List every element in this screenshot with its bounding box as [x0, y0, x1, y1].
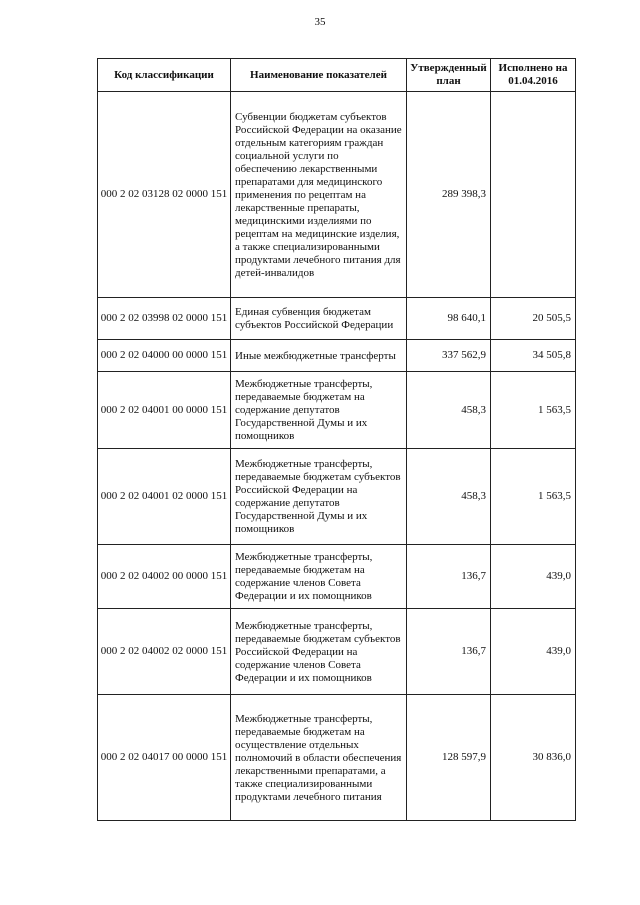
- row-code: 000 2 02 04001 02 0000 151: [98, 449, 231, 545]
- table-header-row: [98, 59, 576, 92]
- row-executed: 439,0: [491, 545, 576, 609]
- budget-table: [97, 58, 576, 821]
- row-code: 000 2 02 04001 00 0000 151: [98, 372, 231, 449]
- row-name: Межбюджетные трансферты, передаваемые бюджетам субъектов Российской Федерации на содержание депутатов Государственной Думы и их помощников: [231, 449, 407, 545]
- row-code: 000 2 02 03998 02 0000 151: [98, 298, 231, 340]
- row-plan: 458,3: [407, 372, 491, 449]
- table-row: [98, 449, 576, 545]
- row-plan: 136,7: [407, 609, 491, 695]
- row-name: Субвенции бюджетам субъектов Российской Федерации на оказание отдельным категориям граждан социальной услуги по обеспечению лекарственными препаратами для медицинского применения по рецептам на лекарственные препараты, медицинскими изделиями по рецептам на медицинские изделия, а также специализированными продуктами лечебного питания для детей-инвалидов: [231, 92, 407, 298]
- row-name: Межбюджетные трансферты, передаваемые бюджетам на содержание депутатов Государственной Думы и их помощников: [231, 372, 407, 449]
- page-number: 35: [314, 16, 326, 28]
- row-code: 000 2 02 04002 00 0000 151: [98, 545, 231, 609]
- row-code: 000 2 02 04002 02 0000 151: [98, 609, 231, 695]
- row-executed: 1 563,5: [491, 449, 576, 545]
- row-executed: [491, 92, 576, 298]
- row-plan: 289 398,3: [407, 92, 491, 298]
- table-row: [98, 92, 576, 298]
- row-name: Межбюджетные трансферты, передаваемые бюджетам на осуществление отдельных полномочий в области обеспечения лекарственными препаратами, а также специализированными продуктами лечебного питания: [231, 695, 407, 821]
- row-code: 000 2 02 04017 00 0000 151: [98, 695, 231, 821]
- header-code: Код классификации: [98, 59, 231, 92]
- row-executed: 30 836,0: [491, 695, 576, 821]
- row-name: Межбюджетные трансферты, передаваемые бюджетам субъектов Российской Федерации на содержание членов Совета Федерации и их помощников: [231, 609, 407, 695]
- row-name: Межбюджетные трансферты, передаваемые бюджетам на содержание членов Совета Федерации и их помощников: [231, 545, 407, 609]
- row-code: 000 2 02 04000 00 0000 151: [98, 340, 231, 372]
- table-row: [98, 340, 576, 372]
- row-plan: 98 640,1: [407, 298, 491, 340]
- header-plan: Утвержденный план: [407, 59, 491, 92]
- table-row: [98, 298, 576, 340]
- table-row: [98, 609, 576, 695]
- table-row: [98, 545, 576, 609]
- row-name: Единая субвенция бюджетам субъектов Российской Федерации: [231, 298, 407, 340]
- row-plan: 458,3: [407, 449, 491, 545]
- row-plan: 136,7: [407, 545, 491, 609]
- row-plan: 128 597,9: [407, 695, 491, 821]
- table-row: [98, 695, 576, 821]
- header-name: Наименование показателей: [231, 59, 407, 92]
- row-executed: 20 505,5: [491, 298, 576, 340]
- row-plan: 337 562,9: [407, 340, 491, 372]
- row-executed: 439,0: [491, 609, 576, 695]
- header-executed: Исполнено на 01.04.2016: [491, 59, 576, 92]
- row-executed: 34 505,8: [491, 340, 576, 372]
- row-executed: 1 563,5: [491, 372, 576, 449]
- row-code: 000 2 02 03128 02 0000 151: [98, 92, 231, 298]
- table-row: [98, 372, 576, 449]
- row-name: Иные межбюджетные трансферты: [231, 340, 407, 372]
